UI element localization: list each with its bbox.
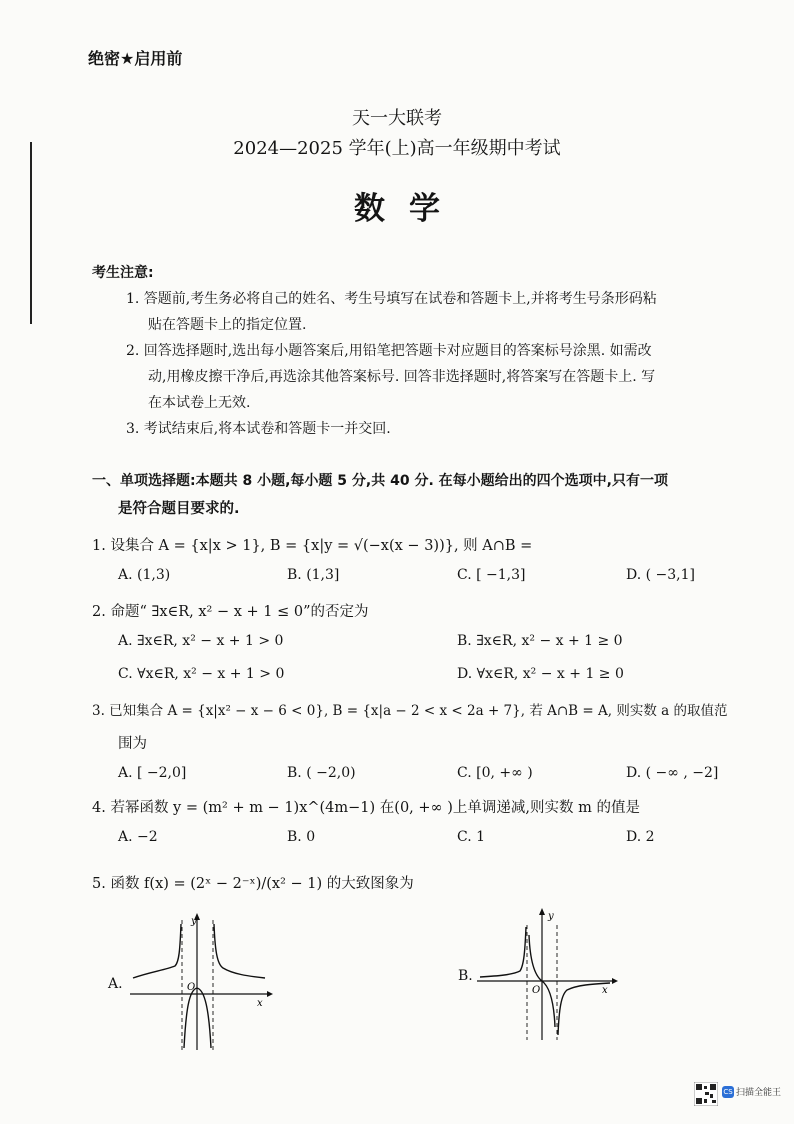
q3-option-b: B. ( −2,0) bbox=[287, 765, 356, 781]
x-axis-arrow bbox=[267, 991, 273, 997]
margin-line bbox=[30, 142, 32, 324]
origin-label: O bbox=[187, 982, 196, 993]
y-axis-label: y bbox=[191, 916, 197, 927]
q4-option-c: C. 1 bbox=[457, 829, 486, 845]
note-line: 3. 考试结束后,将本试卷和答题卡一并交回. bbox=[126, 421, 391, 437]
q3-option-c: C. [0, +∞ ) bbox=[457, 765, 533, 781]
q2-option-b: B. ∃x∈R, x² − x + 1 ≥ 0 bbox=[457, 633, 623, 649]
question-3-stem-cont: 围为 bbox=[118, 736, 147, 752]
subject-title: 数学 bbox=[354, 191, 464, 227]
y-axis-arrow bbox=[539, 908, 545, 915]
question-5-stem: 5. 函数 f(x) = (2ˣ − 2⁻ˣ)/(x² − 1) 的大致图象为 bbox=[92, 876, 414, 892]
question-3-stem: 3. 已知集合 A = {x|x² − x − 6 < 0}, B = {x|a − 2 < x < 2a + 7}, 若 A∩B = A, 则实数 a 的取值范 bbox=[92, 703, 728, 719]
question-2-stem: 2. 命题“ ∃x∈R, x² − x + 1 ≤ 0”的否定为 bbox=[92, 604, 369, 620]
note-line: 动,用橡皮擦干净后,再选涂其他答案标号. 回答非选择题时,将答案写在答题卡上. 写 bbox=[148, 369, 656, 385]
q5-option-a: A. bbox=[108, 976, 123, 992]
q1-option-d: D. ( −3,1] bbox=[626, 567, 695, 583]
q3-option-a: A. [ −2,0] bbox=[118, 765, 187, 781]
q1-option-c: C. [ −1,3] bbox=[457, 567, 526, 583]
scanner-watermark bbox=[694, 1079, 784, 1109]
note-line: 2. 回答选择题时,选出每小题答案后,用铅笔把答题卡对应题目的答案标号涂黑. 如需改 bbox=[126, 343, 652, 359]
cs-logo-icon: CS bbox=[723, 1088, 733, 1096]
scanner-brand: 扫描全能王 bbox=[736, 1088, 782, 1098]
q2-option-a: A. ∃x∈R, x² − x + 1 > 0 bbox=[118, 633, 284, 649]
note-line: 贴在答题卡上的指定位置. bbox=[148, 317, 307, 333]
q4-option-a: A. −2 bbox=[118, 829, 158, 845]
question-4-stem: 4. 若幂函数 y = (m² + m − 1)x^(4m−1) 在(0, +∞ )上单调递减,则实数 m 的值是 bbox=[92, 800, 640, 816]
graph-option-b bbox=[472, 905, 622, 1045]
confidential-label: 绝密★启用前 bbox=[88, 49, 183, 68]
exam-title: 2024—2025 学年(上)高一年级期中考试 bbox=[233, 138, 561, 159]
qr-code-icon bbox=[694, 1082, 718, 1106]
q2-option-d: D. ∀x∈R, x² − x + 1 ≥ 0 bbox=[457, 666, 624, 682]
x-axis-label: x bbox=[602, 985, 608, 996]
origin-label: O bbox=[532, 985, 541, 996]
q4-option-b: B. 0 bbox=[287, 829, 316, 845]
notes-title: 考生注意: bbox=[92, 265, 154, 281]
q3-option-d: D. ( −∞ , −2] bbox=[626, 765, 719, 781]
curve-left-branch bbox=[133, 924, 181, 978]
q4-option-d: D. 2 bbox=[626, 829, 655, 845]
y-axis-label: y bbox=[548, 911, 554, 922]
x-axis-label: x bbox=[257, 998, 263, 1009]
q5-option-b: B. bbox=[458, 968, 473, 984]
q1-option-a: A. (1,3) bbox=[118, 567, 171, 583]
graph-option-a bbox=[125, 910, 275, 1055]
x-axis-arrow bbox=[612, 978, 618, 984]
section-heading-cont: 是符合题目要求的. bbox=[118, 501, 240, 517]
note-line: 1. 答题前,考生务必将自己的姓名、考生号填写在试卷和答题卡上,并将考生号条形码粘 bbox=[126, 291, 657, 307]
curve-left-branch bbox=[480, 927, 526, 977]
section-heading: 一、单项选择题:本题共 8 小题,每小题 5 分,共 40 分. 在每小题给出的四个选项中,只有一项 bbox=[92, 473, 668, 489]
q2-option-c: C. ∀x∈R, x² − x + 1 > 0 bbox=[118, 666, 285, 682]
q1-option-b: B. (1,3] bbox=[287, 567, 340, 583]
note-line: 在本试卷上无效. bbox=[148, 395, 251, 411]
exam-organizer: 天一大联考 bbox=[352, 108, 442, 129]
curve-right-branch bbox=[214, 924, 265, 978]
question-1-stem: 1. 设集合 A = {x|x > 1}, B = {x|y = √(−x(x − 3))}, 则 A∩B = bbox=[92, 538, 533, 554]
